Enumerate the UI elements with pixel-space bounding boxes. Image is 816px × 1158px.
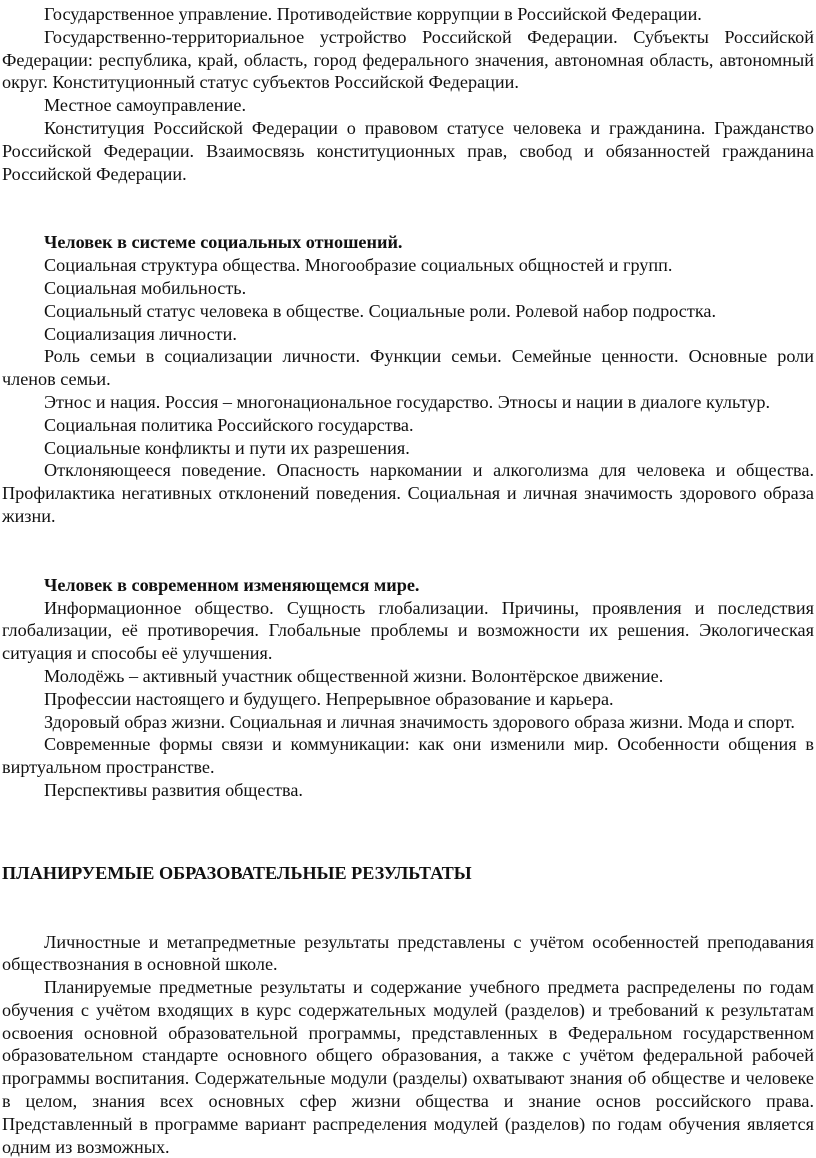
main-heading: ПЛАНИРУЕМЫЕ ОБРАЗОВАТЕЛЬНЫЕ РЕЗУЛЬТАТЫ [2, 862, 472, 883]
paragraph: Отклоняющееся поведение. Опасность наркомании и алкоголизма для человека и общества. Профилактика негативных отклонений поведения. Социальная и личная значимость здорового образа жизни. [2, 460, 814, 526]
paragraph: Планируемые предметные результаты и содержание учебного предмета распределены по годам обучения с учётом входящих в курс содержательных модулей (разделов) и требований к результатам освоения основной образовательной программы, представленных в Федеральном государственном образовательном стандарте основного общего образования, а также с учётом федеральной рабочей программы воспитания. Содержательные модули (разделы) охватывают знания об обществе и человеке в целом, знания всех основных сфер жизни общества и знание основ российского права. Представленный в программе вариант распределения модулей (разделов) по годам обучения является одним из возможных. [2, 977, 814, 1157]
paragraph: Перспективы развития общества. [44, 779, 303, 800]
section-planned-results [2, 862, 814, 1158]
paragraph: Социальная структура общества. Многообразие социальных общностей и групп. [44, 255, 673, 276]
paragraph: Этнос и нация. Россия – многонациональное государство. Этносы и нации в диалоге культур. [44, 391, 770, 412]
section-state-governance [2, 3, 814, 185]
paragraph: Профессии настоящего и будущего. Непрерывное образование и карьера. [44, 688, 614, 709]
section-heading: Человек в современном изменяющемся мире. [44, 574, 420, 595]
paragraph: Социальный статус человека в обществе. Социальные роли. Ролевой набор подростка. [44, 300, 717, 321]
section-social-relations [2, 231, 814, 527]
paragraph: Современные формы связи и коммуникации: как они изменили мир. Особенности общения в виртуальном пространстве. [2, 734, 814, 778]
section-modern-world [2, 574, 814, 802]
paragraph: Социальные конфликты и пути их разрешения. [44, 437, 410, 458]
paragraph: Личностные и метапредметные результаты представлены с учётом особенностей преподавания обществознания в основной школе. [2, 931, 814, 975]
paragraph: Социальная политика Российского государства. [44, 414, 414, 435]
paragraph: Здоровый образ жизни. Социальная и личная значимость здорового образа жизни. Мода и спорт. [44, 711, 795, 732]
section-heading: Человек в системе социальных отношений. [44, 232, 403, 253]
paragraph: Информационное общество. Сущность глобализации. Причины, проявления и последствия глобализации, её противоречия. Глобальные проблемы и возможности их решения. Экологическая ситуация и способы её улучшения. [2, 597, 814, 664]
paragraph: Государственное управление. Противодействие коррупции в Российской Федерации. [44, 4, 702, 24]
paragraph: Роль семьи в социализации личности. Функции семьи. Семейные ценности. Основные роли членов семьи. [2, 346, 814, 390]
paragraph: Социальная мобильность. [44, 277, 247, 298]
paragraph: Местное самоуправление. [44, 95, 246, 116]
paragraph: Конституция Российской Федерации о правовом статусе человека и гражданина. Гражданство Российской Федерации. Взаимосвязь конституционных прав, свобод и обязанностей гражданина Российской Федерации. [2, 117, 814, 184]
paragraph: Молодёжь – активный участник общественной жизни. Волонтёрское движение. [44, 665, 664, 686]
paragraph: Государственно-территориальное устройство Российской Федерации. Субъекты Российской Федерации: республика, край, область, город федерального значения, автономная область, автономный округ. Конституционный статус субъектов Российской Федерации. [2, 26, 814, 93]
paragraph: Социализация личности. [44, 323, 237, 344]
